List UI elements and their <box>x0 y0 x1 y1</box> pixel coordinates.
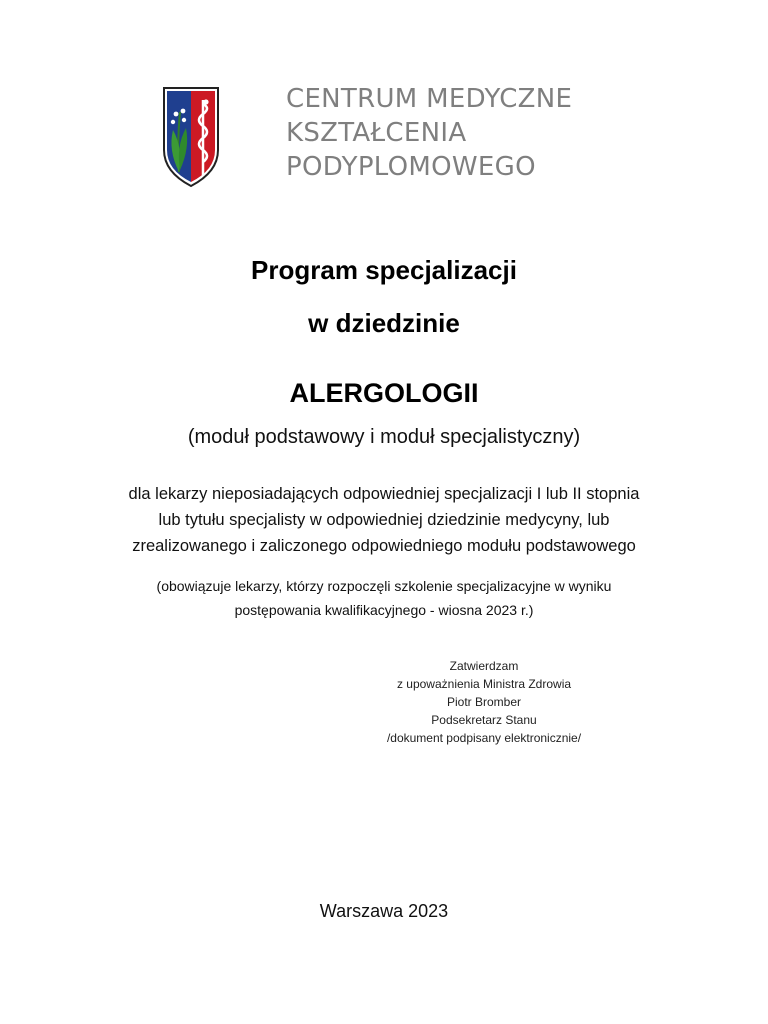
approval-signature-note: /dokument podpisany elektronicznie/ <box>386 731 582 745</box>
organization-name-line: PODYPLOMOWEGO <box>286 152 536 182</box>
description-line: lub tytułu specjalisty w odpowiedniej dziedzinie medycyny, lub <box>158 511 610 529</box>
description-line: dla lekarzy nieposiadających odpowiedniej specjalizacji I lub II stopnia <box>128 485 640 503</box>
approval-line: z upoważnienia Ministra Zdrowia <box>396 677 572 691</box>
approval-line: Zatwierdzam <box>449 659 519 673</box>
description-line: zrealizowanego i zaliczonego odpowiedniego modułu podstawowego <box>132 537 636 555</box>
applicability-note <box>0 574 768 622</box>
program-title-domain: w dziedzinie <box>308 308 460 338</box>
organization-name-line: KSZTAŁCENIA <box>286 118 467 148</box>
place-and-year: Warszawa 2023 <box>319 901 449 921</box>
organization-name-line: CENTRUM MEDYCZNE <box>286 84 573 114</box>
program-title: Program specjalizacji <box>251 255 517 285</box>
approval-block <box>370 657 598 747</box>
approval-signatory: Piotr Bromber <box>446 695 522 709</box>
note-line: (obowiązuje lekarzy, którzy rozpoczęli szkolenie specjalizacyjne w wyniku <box>156 578 612 594</box>
approval-position: Podsekretarz Stanu <box>431 713 537 727</box>
modules-subtitle: (moduł podstawowy i moduł specjalistyczny) <box>187 426 581 448</box>
specialization-field: ALERGOLOGII <box>289 378 479 408</box>
crest-icon <box>162 84 220 188</box>
eligibility-description <box>0 481 768 559</box>
logo-block <box>160 82 610 192</box>
organization-name <box>286 82 572 184</box>
note-line: postępowania kwalifikacyjnego - wiosna 2023 r.) <box>234 602 534 618</box>
